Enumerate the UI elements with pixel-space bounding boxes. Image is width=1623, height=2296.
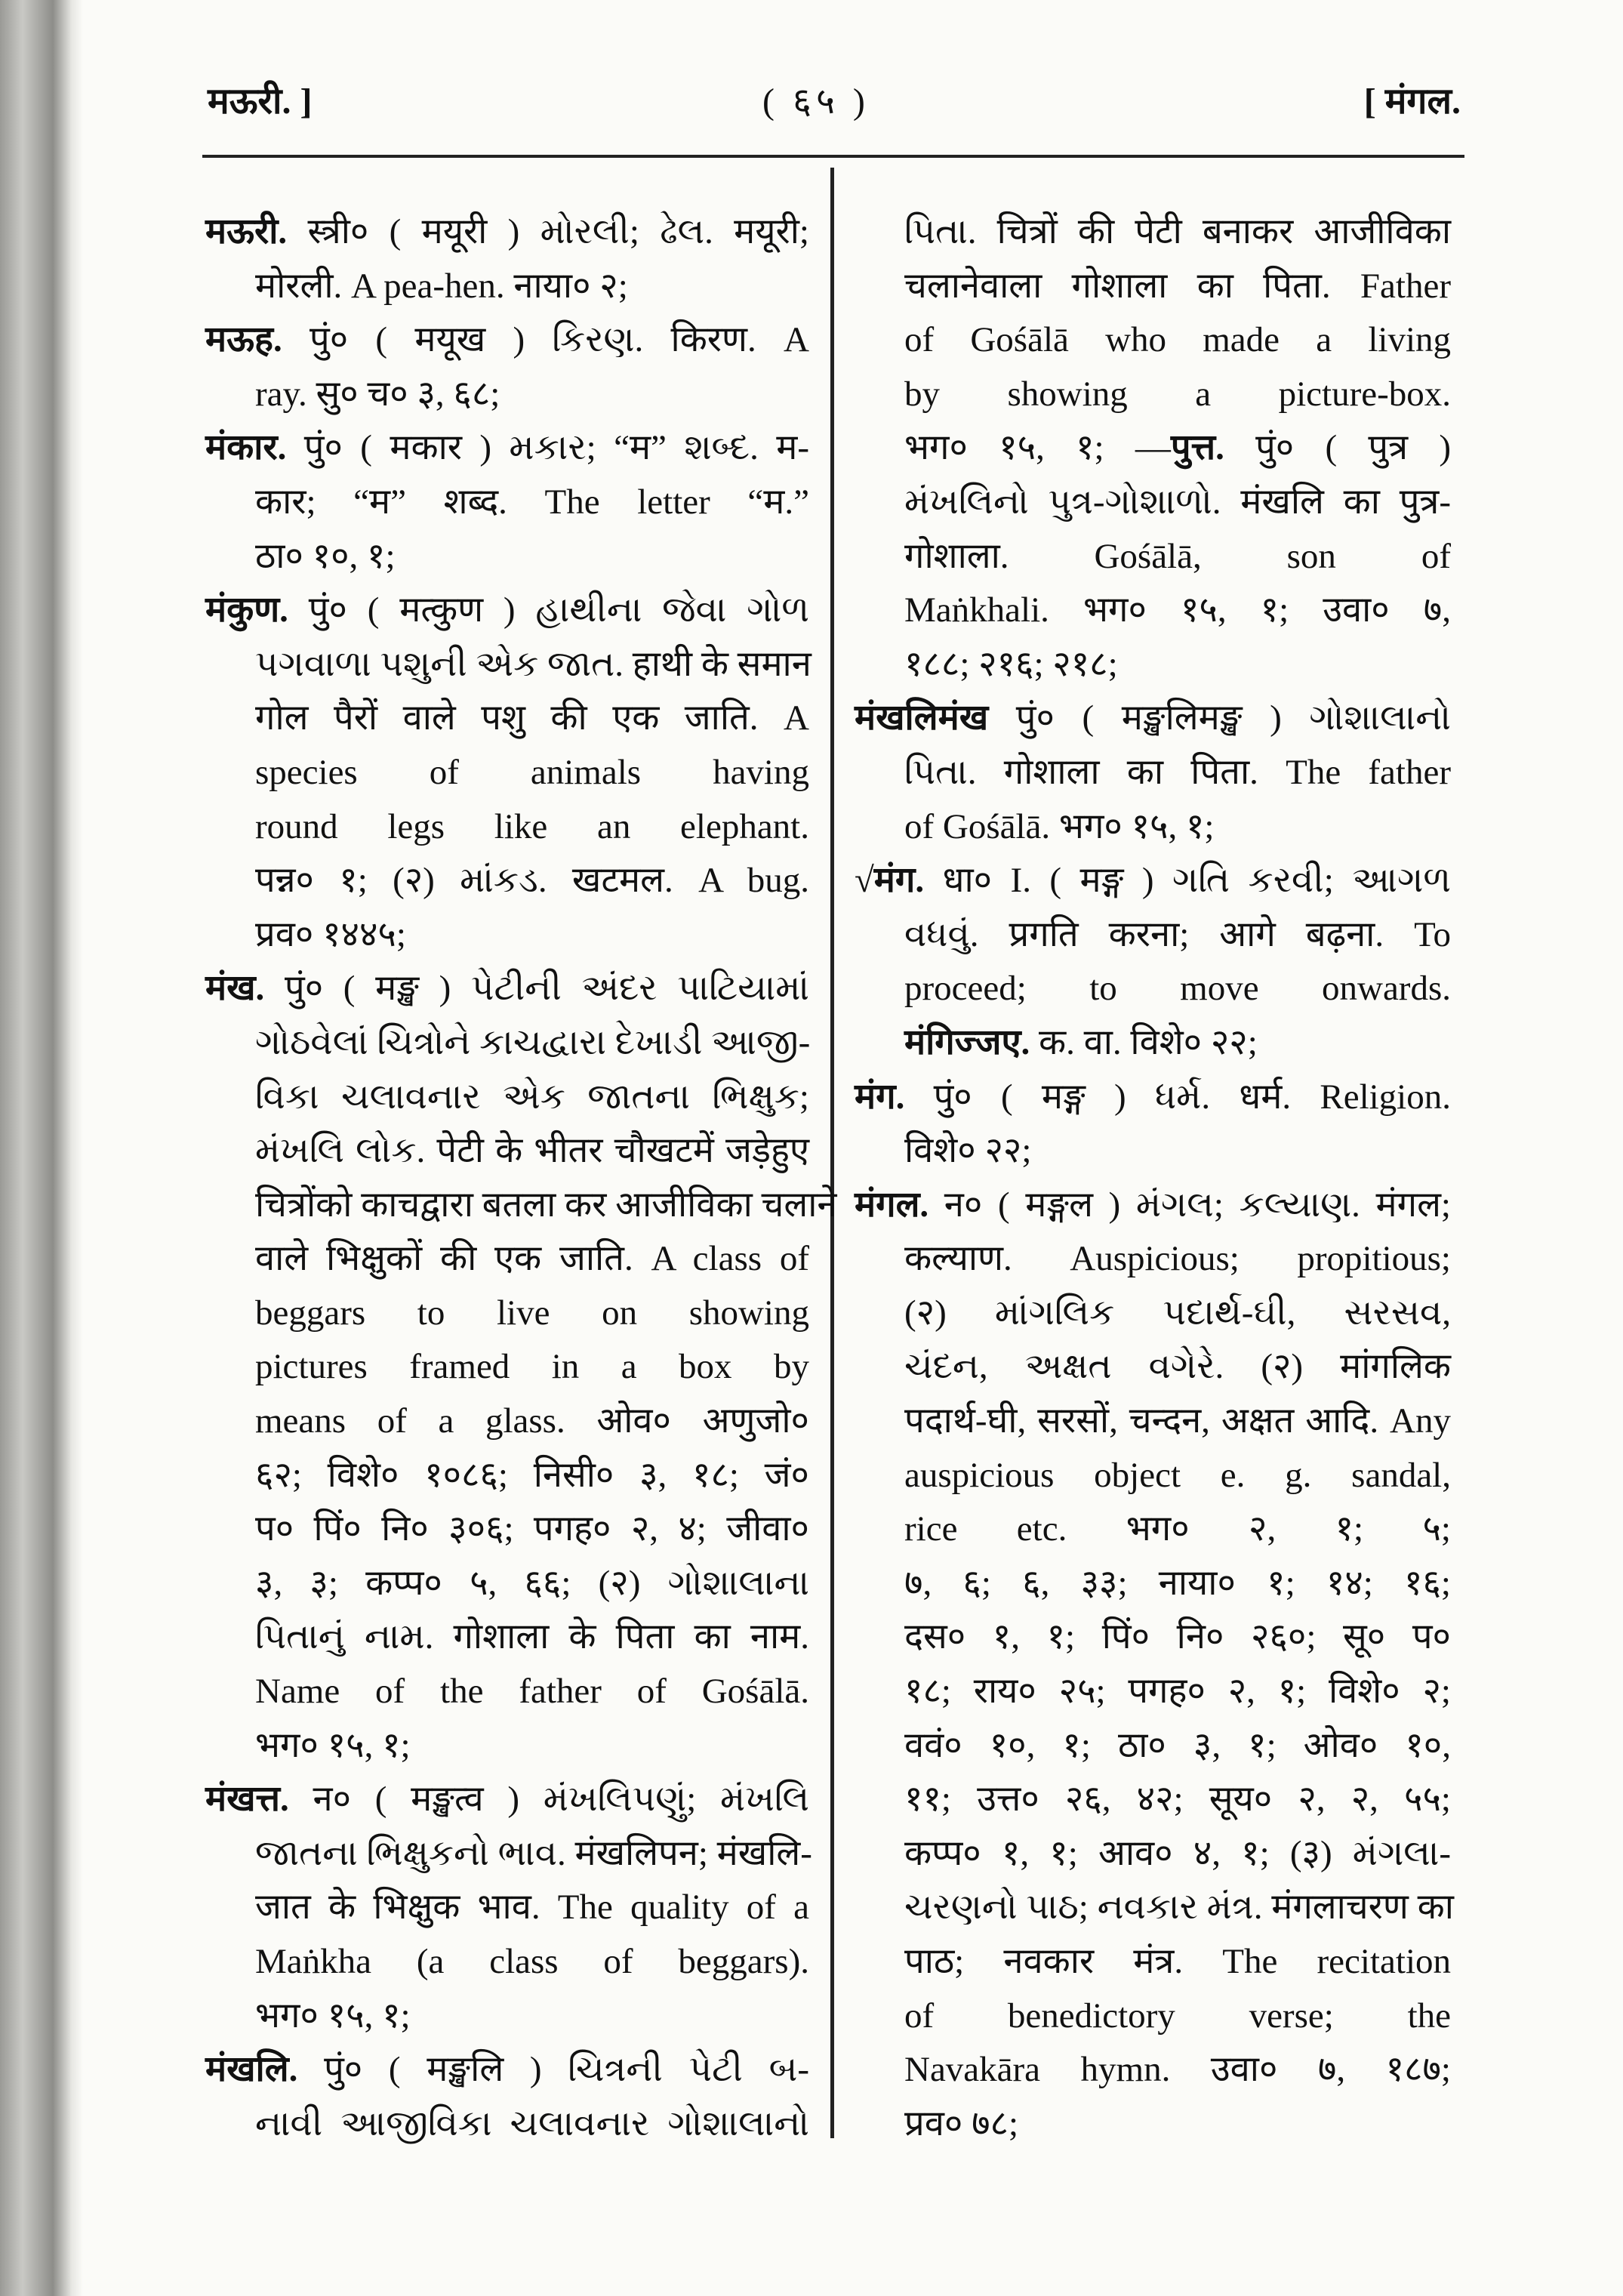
left-column	[205, 205, 837, 2151]
entry-text: ચંદન, અક્ષત વગેરે. (२) मांगलिक	[904, 1347, 1451, 1387]
headword: मऊह.	[205, 320, 282, 360]
entry-text: पाठ; नवकार मंत्र. The recitation	[904, 1942, 1451, 1981]
text-line	[205, 1179, 837, 1233]
text-line	[205, 1989, 809, 2044]
headword: मंखलिमंख	[855, 698, 989, 738]
entry-text: proceed; to move onwards.	[904, 969, 1451, 1009]
entry-text: दस० १, १; पिं० नि० २६०; सू० प०	[904, 1617, 1451, 1657]
entry-text: पुं० ( मङ्खलिमङ्ख ) ગોશાલાનો	[988, 698, 1451, 738]
entry-text: १८; राय० २५; पगह० २, १; विशे० २;	[904, 1672, 1451, 1712]
entry-text: कल्याण. Auspicious; propitious;	[904, 1239, 1451, 1279]
text-line	[205, 692, 809, 746]
entry-text: भग० १५, १;	[255, 1996, 411, 2036]
entry-text: auspicious object e. g. sandal,	[904, 1455, 1451, 1495]
entry-text: of Gośālā. भग० १५, १;	[904, 806, 1215, 846]
headword: √मंग.	[855, 861, 925, 901]
entry-text: गोशाला. Gośālā, son of	[904, 536, 1451, 576]
text-line	[855, 1502, 1451, 1557]
text-line	[855, 1287, 1451, 1341]
entry-text: pictures framed in a box by	[255, 1347, 809, 1387]
column-divider	[830, 168, 834, 2138]
headword: मंगल.	[855, 1185, 929, 1225]
headword: मऊरी.	[205, 212, 288, 251]
text-line	[205, 908, 809, 963]
entry-text: પિતા. चित्रों की पेटी बनाकर आजीविका	[904, 212, 1451, 251]
entry-text: चित्रोंको काचद्वारा बतला कर आजीविका चलाने	[255, 1185, 837, 1225]
entry-text: beggars to live on showing	[255, 1293, 809, 1333]
entry-text: rice etc. भग० २, १; ५;	[904, 1509, 1451, 1549]
entry-text: विशे० २२;	[904, 1131, 1032, 1171]
entry-text: गोल पैरों वाले पशु की एक जाति. A	[255, 698, 809, 738]
entry-text: पुं० ( मङ्ग ) ધર્મ. धर्म. Religion.	[904, 1077, 1451, 1117]
text-line	[855, 1232, 1451, 1287]
headword: मंग.	[855, 1077, 905, 1117]
text-line	[855, 584, 1451, 638]
text-line	[205, 1827, 812, 1881]
entry-text: पन्न० १; (२) માંકડ. खटमल. A bug.	[255, 861, 809, 901]
text-line	[205, 205, 809, 260]
entry-text: भग० १५, १; —	[904, 428, 1171, 468]
entry-text: कप्प० १, १; आव० ४, १; (३) મંગલા-	[904, 1833, 1451, 1873]
text-line	[205, 1881, 809, 1935]
headword: मंकार.	[205, 428, 287, 468]
text-line	[205, 1232, 809, 1287]
text-line	[855, 692, 1451, 746]
text-line	[855, 1827, 1451, 1881]
text-line	[855, 2097, 1451, 2152]
headword: मंकुण.	[205, 590, 288, 630]
entry-text: ठा० १०, १;	[255, 536, 396, 576]
entry-text: पुं० ( मङ्ख ) પેટીની અંદર પાટિયામાં	[264, 969, 809, 1009]
entry-text: means of a glass. ओव० अणुजो०	[255, 1401, 809, 1441]
entry-text: ६२; विशे० १०८६; निसी० ३, १८; जं०	[255, 1455, 809, 1495]
text-line	[205, 1773, 809, 1827]
headword: मंखत्त.	[205, 1780, 289, 1820]
entry-text: प० पिं० नि० ३०६; पगह० २, ४; जीवा०	[255, 1509, 809, 1549]
text-line	[855, 908, 1451, 963]
sub-headword: पुत्त.	[1170, 428, 1224, 468]
text-line	[855, 746, 1451, 800]
text-line	[855, 1610, 1451, 1665]
entry-text: Navakāra hymn. उवा० ७, १८७;	[904, 2050, 1451, 2090]
text-line	[205, 2043, 809, 2097]
text-line	[855, 1881, 1454, 1935]
text-line	[205, 1719, 809, 1774]
text-line	[205, 368, 809, 422]
entry-text: વિકા ચલાવનાર એક જાતના ભિક્ષુક;	[255, 1077, 809, 1117]
text-line	[855, 1557, 1451, 1611]
entry-text: ચરણનો પાઠ; નવકાર મંત્ર. मंगलाचरण का	[904, 1888, 1454, 1928]
entry-text: १८८; २१६; २१८;	[904, 644, 1118, 684]
text-line	[855, 1071, 1451, 1125]
text-line	[855, 2043, 1451, 2097]
entry-text: ३, ३; कप्प० ५, ६६; (२) ગોશાલાના	[255, 1563, 809, 1603]
text-line	[855, 1449, 1451, 1503]
header-rule	[202, 155, 1464, 158]
entry-text: ray. सु० च० ३, ६८;	[255, 374, 500, 414]
text-line	[205, 1665, 809, 1719]
entry-text: कार; “म” शब्द. The letter “म.”	[255, 482, 809, 522]
entry-text: (२) માંગલિક પદાર્થ-ઘી, સરસવ,	[904, 1293, 1451, 1333]
text-line	[205, 638, 812, 692]
entry-text: प्रव० १४४५;	[255, 914, 406, 954]
right-column	[855, 205, 1454, 2151]
entry-text: जात के भिक्षुक भाव. The quality of a	[255, 1888, 809, 1928]
text-line	[205, 800, 809, 855]
text-line	[855, 530, 1451, 584]
text-line	[205, 1340, 809, 1395]
text-line	[205, 746, 809, 800]
entry-text: ११; उत्त० २६, ४२; सूय० २, २, ५५;	[904, 1780, 1451, 1820]
entry-text: species of animals having	[255, 752, 809, 792]
entry-text: પગવાળા પશુની એક જાત. हाथी के समान	[255, 644, 812, 684]
text-line	[205, 1610, 809, 1665]
entry-text: નાવી આજીવિકા ચલાવનાર ગોશાલાનો	[255, 2103, 809, 2143]
entry-text: मोरली. A pea-hen. नाया० २;	[255, 266, 628, 306]
text-line	[205, 1124, 809, 1179]
text-line	[205, 584, 809, 638]
text-line	[205, 1395, 809, 1449]
entry-text: प्रव० ७८;	[904, 2103, 1019, 2143]
scan-edge-shadow	[0, 0, 83, 2296]
entry-text: पदार्थ-घी, सरसों, चन्दन, अक्षत आदि. Any	[904, 1401, 1451, 1441]
entry-text: पुं० ( मङ्खलि ) ચિત્રની પેટી બ-	[297, 2050, 809, 2090]
text-line	[205, 1557, 809, 1611]
text-line	[855, 313, 1451, 368]
text-line	[855, 421, 1451, 476]
text-line	[855, 800, 1451, 855]
entry-text: round legs like an elephant.	[255, 806, 809, 846]
text-line	[855, 476, 1451, 530]
text-line	[205, 2097, 809, 2152]
headword: मंखलि.	[205, 2050, 298, 2090]
entry-text: મંખલિ લોક. पेटी के भीतर चौखटमें जड़ेहुए	[255, 1131, 809, 1171]
entry-text: स्त्री० ( मयूरी ) મોરલી; ઢેલ. मयूरी;	[287, 212, 809, 251]
entry-text: भग० १५, १;	[255, 1725, 411, 1765]
text-line	[855, 1989, 1451, 2044]
text-line	[205, 1287, 809, 1341]
headword: मंख.	[205, 969, 265, 1009]
text-line	[855, 1340, 1451, 1395]
text-line	[205, 1016, 809, 1071]
entry-text: મંખલિનો પુત્ર-ગોશાળો. मंखलि का पुत्र-	[904, 482, 1451, 522]
entry-text: ७, ६; ६, ३३; नाया० १; १४; १६;	[904, 1563, 1451, 1603]
text-line	[855, 205, 1451, 260]
text-line	[855, 1124, 1451, 1179]
entry-text: पुं० ( मयूख ) કિરણ. किरण. A	[282, 320, 809, 360]
text-line	[855, 1935, 1451, 1989]
entry-text: વધવું. प्रगति करना; आगे बढ़ना. To	[904, 914, 1451, 954]
text-line	[855, 1395, 1451, 1449]
entry-text: પિતાનું નામ. गोशाला के पिता का नाम.	[255, 1617, 809, 1657]
entry-text: क. वा. विशे० २२;	[1030, 1022, 1258, 1062]
entry-text: જાતના ભિક્ષુકનો ભાવ. मंखलिपन; मंखलि-	[255, 1833, 812, 1873]
text-line	[855, 368, 1451, 422]
text-line	[855, 1016, 1451, 1071]
text-line	[205, 476, 809, 530]
text-line	[205, 313, 809, 368]
text-line	[205, 421, 809, 476]
entry-text: Name of the father of Gośālā.	[255, 1672, 809, 1712]
text-line	[855, 854, 1451, 908]
text-line	[205, 1071, 809, 1125]
entry-text: धा० I. ( मङ्ग ) ગતિ કરવી; આગળ	[924, 861, 1451, 901]
entry-text: पुं० ( मकार ) મકાર; “म” શબ્દ. म-	[286, 428, 809, 468]
entry-text: Maṅkha (a class of beggars).	[255, 1942, 809, 1981]
entry-text: પિતા. गोशाला का पिता. The father	[904, 752, 1451, 792]
text-line	[205, 260, 809, 314]
headword: मंगिज्जए.	[904, 1022, 1030, 1062]
entry-text: न० ( मङ्गल ) મંગલ; કલ્યાણ. मंगल;	[929, 1185, 1451, 1225]
entry-text: वाले भिक्षुकों की एक जाति. A class of	[255, 1239, 809, 1279]
text-line	[205, 1449, 809, 1503]
text-line	[855, 1665, 1451, 1719]
text-line	[205, 962, 809, 1016]
entry-text: of benedictory verse; the	[904, 1996, 1451, 2036]
entry-text: Maṅkhali. भग० १५, १; उवा० ७,	[904, 590, 1451, 630]
text-line	[205, 530, 809, 584]
text-line	[855, 1719, 1451, 1774]
text-line	[855, 962, 1451, 1016]
text-line	[205, 1935, 809, 1989]
entry-text: न० ( मङ्खत्व ) મંખલિપણું; મંખલિ	[288, 1780, 809, 1820]
text-line	[855, 1179, 1451, 1233]
entry-text: by showing a picture-box.	[904, 374, 1451, 414]
text-line	[855, 638, 1451, 692]
entry-text: ववं० १०, १; ठा० ३, १; ओव० १०,	[904, 1725, 1451, 1765]
page-number: ( ६५ )	[762, 82, 870, 122]
running-head-left: मऊरी. ]	[208, 82, 313, 122]
text-line	[205, 1502, 809, 1557]
entry-text: of Gośālā who made a living	[904, 320, 1451, 360]
running-head-right: [ मंगल.	[1363, 82, 1461, 122]
entry-text: चलानेवाला गोशाला का पिता. Father	[904, 266, 1451, 306]
text-line	[855, 260, 1451, 314]
text-line	[205, 854, 809, 908]
entry-text: पुं० ( पुत्र )	[1224, 428, 1451, 468]
text-line	[855, 1773, 1451, 1827]
entry-text: पुं० ( मत्कुण ) હાથીના જેવા ગોળ	[288, 590, 809, 630]
entry-text: ગોઠવેલાં ચિત્રોને કાચદ્વારા દેખાડી આજી-	[255, 1022, 811, 1062]
